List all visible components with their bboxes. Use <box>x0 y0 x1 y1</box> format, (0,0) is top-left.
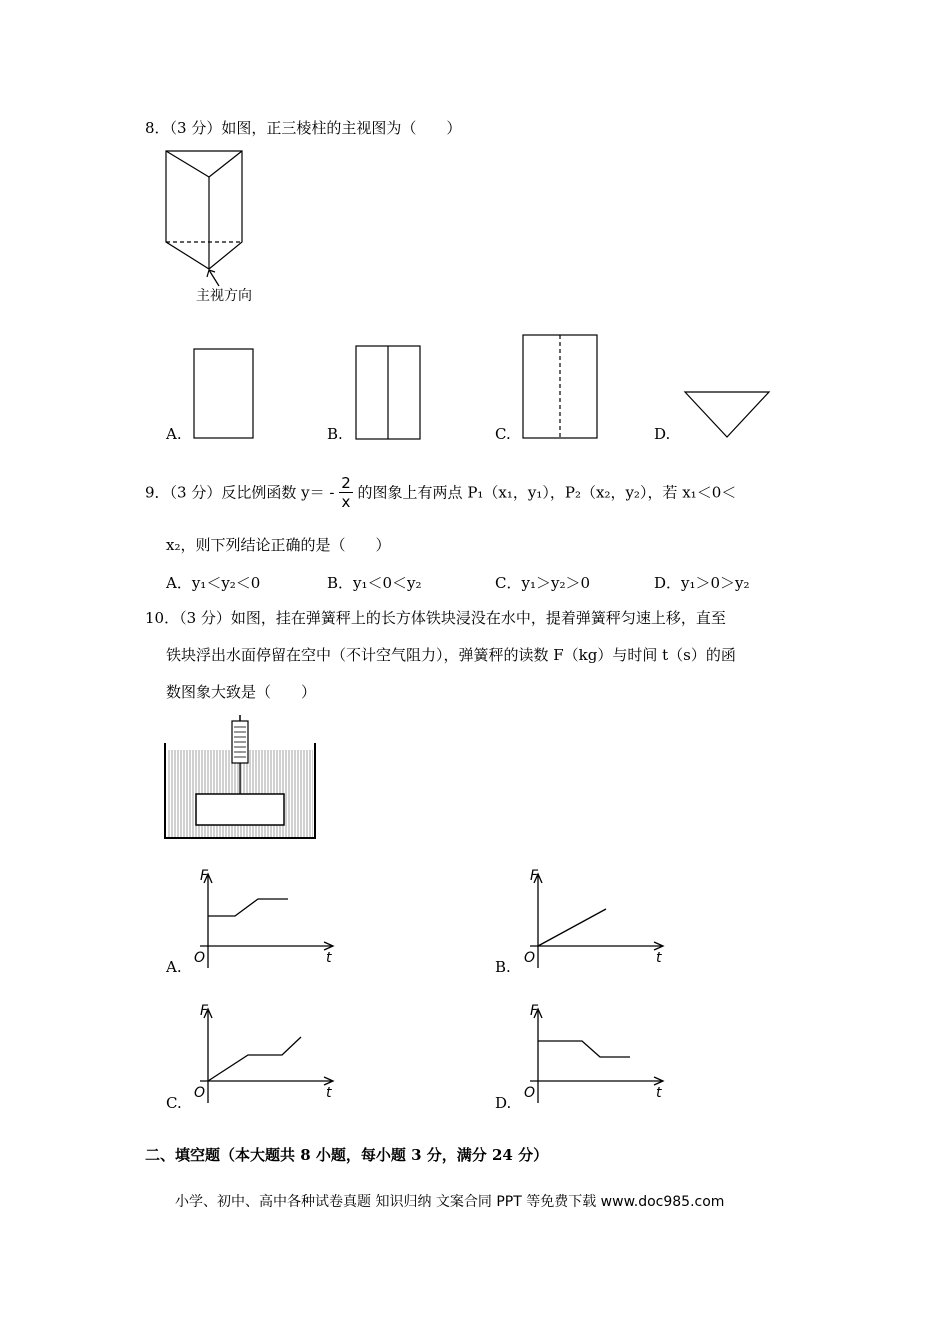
view-direction-label: 主视方向 <box>196 288 252 304</box>
q8-option-d: D. <box>654 425 671 443</box>
q10-graph-c-f-label: F <box>200 1003 209 1019</box>
q10-option-b: B. <box>495 958 511 976</box>
q10-graph-c <box>190 1003 340 1108</box>
q10-graph-a-f-label: F <box>200 868 209 884</box>
q9-option-d: D．y₁＞0＞y₂ <box>654 574 750 592</box>
section-heading: 二、填空题（本大题共 8 小题，每小题 3 分，满分 24 分） <box>145 1146 549 1164</box>
q10-graph-b-f-label: F <box>530 868 539 884</box>
q8-stem: 8．（3 分）如图，正三棱柱的主视图为（ ） <box>145 119 462 137</box>
q10-graph-d-origin: O <box>524 1085 536 1101</box>
q9-lead: 9．（3 分）反比例函数 y＝ - <box>145 483 335 502</box>
q8-option-a: A. <box>166 425 182 443</box>
q9-tail: 的图象上有两点 P₁（x₁，y₁），P₂（x₂，y₂），若 x₁＜0＜ <box>357 483 737 502</box>
q8-option-c-figure <box>522 334 599 440</box>
q10-graph-a-t-label: t <box>326 950 332 966</box>
q10-graph-d-f-label: F <box>530 1003 539 1019</box>
q8-option-b-figure <box>355 345 422 441</box>
q9-option-c: C．y₁＞y₂＞0 <box>495 574 590 592</box>
q10-graph-a-origin: O <box>194 950 206 966</box>
q8-option-c: C. <box>495 425 511 443</box>
q10-option-c: C. <box>166 1094 182 1112</box>
q10-line1: 10．（3 分）如图，挂在弹簧秤上的长方体铁块浸没在水中，提着弹簧秤匀速上移，直至 <box>145 609 726 627</box>
q10-graph-a <box>190 868 340 973</box>
q9-option-b: B．y₁＜0＜y₂ <box>327 574 422 592</box>
q9-line1 <box>145 474 736 514</box>
prism-figure <box>160 145 260 270</box>
q8-option-d-figure <box>684 391 772 441</box>
q10-graph-b-t-label: t <box>656 950 662 966</box>
q10-graph-d <box>520 1003 670 1108</box>
q10-graph-c-origin: O <box>194 1085 206 1101</box>
q10-graph-c-t-label: t <box>326 1085 332 1101</box>
q8-option-a-figure <box>193 348 255 440</box>
q10-line3: 数图象大致是（ ） <box>166 683 317 701</box>
q9-frac-den: x <box>341 493 351 511</box>
q9-option-a: A．y₁＜y₂＜0 <box>166 574 261 592</box>
q8-option-b: B. <box>327 425 343 443</box>
footer-text: 小学、初中、高中各种试卷真题 知识归纳 文案合同 PPT 等免费下载 www.doc985.com <box>175 1194 725 1210</box>
q10-option-d: D. <box>495 1094 512 1112</box>
q10-graph-d-t-label: t <box>656 1085 662 1101</box>
spring-scale-figure <box>162 715 318 840</box>
q10-graph-b-origin: O <box>524 950 536 966</box>
q10-option-a: A. <box>166 958 182 976</box>
q9-line2: x₂，则下列结论正确的是（ ） <box>166 536 391 554</box>
q10-line2: 铁块浮出水面停留在空中（不计空气阻力），弹簧秤的读数 F（kg）与时间 t（s）的函 <box>166 646 736 664</box>
q9-fraction <box>339 474 353 511</box>
q10-graph-b <box>520 868 670 973</box>
q9-frac-num: 2 <box>341 474 351 492</box>
